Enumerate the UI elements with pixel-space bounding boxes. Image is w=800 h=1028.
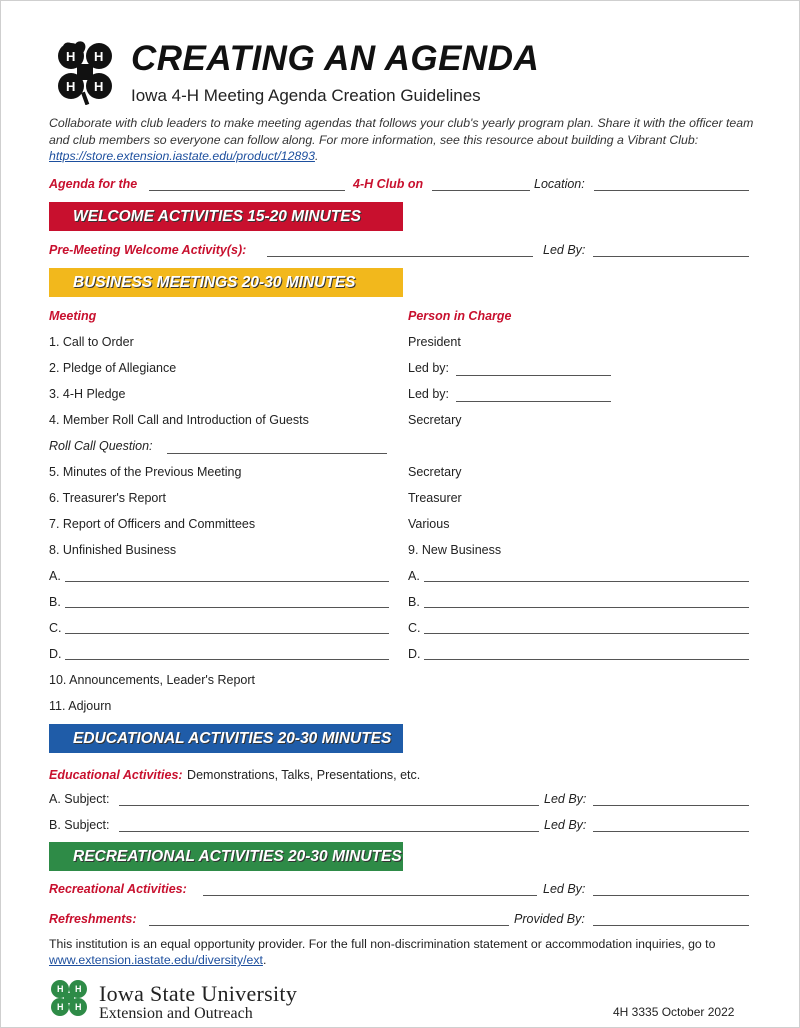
unfinished-b-field[interactable] [65, 607, 389, 608]
university-name: Iowa State University [99, 981, 298, 1006]
recreational-led-by-field[interactable] [593, 895, 749, 896]
educational-activities-label: Educational Activities: [49, 768, 183, 782]
subject-b-label: B. Subject: [49, 818, 110, 832]
recreational-activities-field[interactable] [203, 895, 537, 896]
agenda-item-left: 4. Member Roll Call and Introduction of Guests [49, 413, 309, 427]
recreational-banner: RECREATIONAL ACTIVITIES 20-30 MINUTES [49, 842, 403, 871]
educational-activities-description: Demonstrations, Talks, Presentations, etc. [187, 768, 421, 782]
roll-call-question-field[interactable] [167, 453, 387, 454]
welcome-led-by-label: Led By: [543, 243, 586, 257]
unfinished-c-field[interactable] [65, 633, 389, 634]
new-letter: A. [408, 569, 420, 583]
agenda-item-right: Led by: [408, 361, 450, 375]
new-letter: D. [408, 647, 421, 661]
subject-b-led-by-label: Led By: [544, 818, 587, 832]
svg-text:H: H [75, 1002, 82, 1012]
location-field[interactable] [594, 190, 749, 191]
publication-code: 4H 3335 October 2022 [613, 1005, 735, 1019]
agenda-item-left: 2. Pledge of Allegiance [49, 361, 177, 375]
welcome-activity-label: Pre-Meeting Welcome Activity(s): [49, 243, 247, 257]
club-on-label: 4-H Club on [353, 177, 424, 191]
page-title: CREATING AN AGENDA [131, 39, 540, 78]
refreshments-label: Refreshments: [49, 912, 137, 926]
intro-text: Collaborate with club leaders to make meeting agendas that follows your club's yearly program plan. Share it with the officer team and club members so everyone can follow along. For more information, see this resource about building a Vibrant Club: [49, 116, 754, 147]
subject-a-field[interactable] [119, 805, 539, 806]
pledge-allegiance-leader-field[interactable] [456, 375, 611, 376]
new-letter: C. [408, 621, 421, 635]
unfinished-letter: A. [49, 569, 61, 583]
new-b-field[interactable] [424, 607, 749, 608]
svg-text:H: H [66, 79, 76, 94]
meeting-column-header: Meeting [49, 309, 97, 323]
subject-b-field[interactable] [119, 831, 539, 832]
welcome-activity-field[interactable] [267, 256, 533, 257]
business-banner: BUSINESS MEETINGS 20-30 MINUTES [49, 268, 403, 297]
new-letter: B. [408, 595, 420, 609]
agenda-item-11: 11. Adjourn [49, 699, 112, 713]
agenda-item-10: 10. Announcements, Leader's Report [49, 673, 255, 687]
vibrant-club-link[interactable]: https://store.extension.iastate.edu/product/12893 [49, 149, 315, 163]
subject-a-label: A. Subject: [49, 792, 110, 806]
svg-text:H: H [57, 984, 64, 994]
agenda-item-right: Treasurer [408, 491, 462, 505]
welcome-banner: WELCOME ACTIVITIES 15-20 MINUTES [49, 202, 403, 231]
agenda-item-left: 1. Call to Order [49, 335, 134, 349]
unfinished-d-field[interactable] [65, 659, 389, 660]
agenda-item-right: Various [408, 517, 450, 531]
provided-by-label: Provided By: [514, 912, 585, 926]
subject-a-led-by-label: Led By: [544, 792, 587, 806]
new-d-field[interactable] [424, 659, 749, 660]
agenda-item-right: Led by: [408, 387, 450, 401]
agenda-item-left: 5. Minutes of the Previous Meeting [49, 465, 242, 479]
svg-text:H: H [66, 49, 76, 64]
recreational-led-by-label: Led By: [543, 882, 586, 896]
recreational-activities-label: Recreational Activities: [49, 882, 187, 896]
welcome-led-by-field[interactable] [593, 256, 749, 257]
provided-by-field[interactable] [593, 925, 749, 926]
agenda-item-right: President [408, 335, 461, 349]
agenda-for-label: Agenda for the [49, 177, 138, 191]
4h-pledge-leader-field[interactable] [456, 401, 611, 402]
club-name-field[interactable] [149, 190, 345, 191]
new-a-field[interactable] [424, 581, 749, 582]
agenda-item-left: 6. Treasurer's Report [49, 491, 167, 505]
unfinished-letter: C. [49, 621, 62, 635]
unfinished-letter: B. [49, 595, 61, 609]
diversity-link[interactable]: www.extension.iastate.edu/diversity/ext [49, 953, 263, 967]
page-subtitle: Iowa 4-H Meeting Agenda Creation Guidelines [131, 86, 481, 105]
agenda-item-right: 9. New Business [408, 543, 502, 557]
refreshments-field[interactable] [149, 925, 509, 926]
educational-activities-line [49, 766, 420, 784]
roll-call-question-label: Roll Call Question: [49, 439, 153, 453]
svg-text:H: H [94, 79, 104, 94]
agenda-item-left: 8. Unfinished Business [49, 543, 177, 557]
agenda-item-right: Secretary [408, 465, 462, 479]
unfinished-a-field[interactable] [65, 581, 389, 582]
nondiscrimination-statement: This institution is an equal opportunity provider. For the full non-discrimination statement or accommodation inquiries, go to www.extension.iastate.edu/diversity/ext. [49, 937, 716, 967]
svg-text:H: H [94, 49, 104, 64]
unfinished-letter: D. [49, 647, 62, 661]
intro-paragraph: Collaborate with club leaders to make meeting agendas that follows your club's yearly program plan. Share it with the officer team and club members so everyone can follow along. For more information, see this resource about building a Vibrant Club: https://store.extension.iastate.edu/product/12893. [49, 116, 754, 163]
person-column-header: Person in Charge [408, 309, 512, 323]
subject-a-led-by-field[interactable] [593, 805, 749, 806]
agenda-item-left: 3. 4-H Pledge [49, 387, 126, 401]
university-unit: Extension and Outreach [99, 1005, 253, 1022]
subject-b-led-by-field[interactable] [593, 831, 749, 832]
location-label: Location: [534, 177, 585, 191]
svg-text:H: H [57, 1002, 64, 1012]
4h-clover-icon [47, 39, 125, 105]
isu-clover-icon [47, 978, 91, 1020]
date-field[interactable] [432, 190, 530, 191]
agenda-item-right: Secretary [408, 413, 462, 427]
svg-text:H: H [75, 984, 82, 994]
agenda-item-left: 7. Report of Officers and Committees [49, 517, 256, 531]
new-c-field[interactable] [424, 633, 749, 634]
educational-banner: EDUCATIONAL ACTIVITIES 20-30 MINUTES [49, 724, 403, 753]
